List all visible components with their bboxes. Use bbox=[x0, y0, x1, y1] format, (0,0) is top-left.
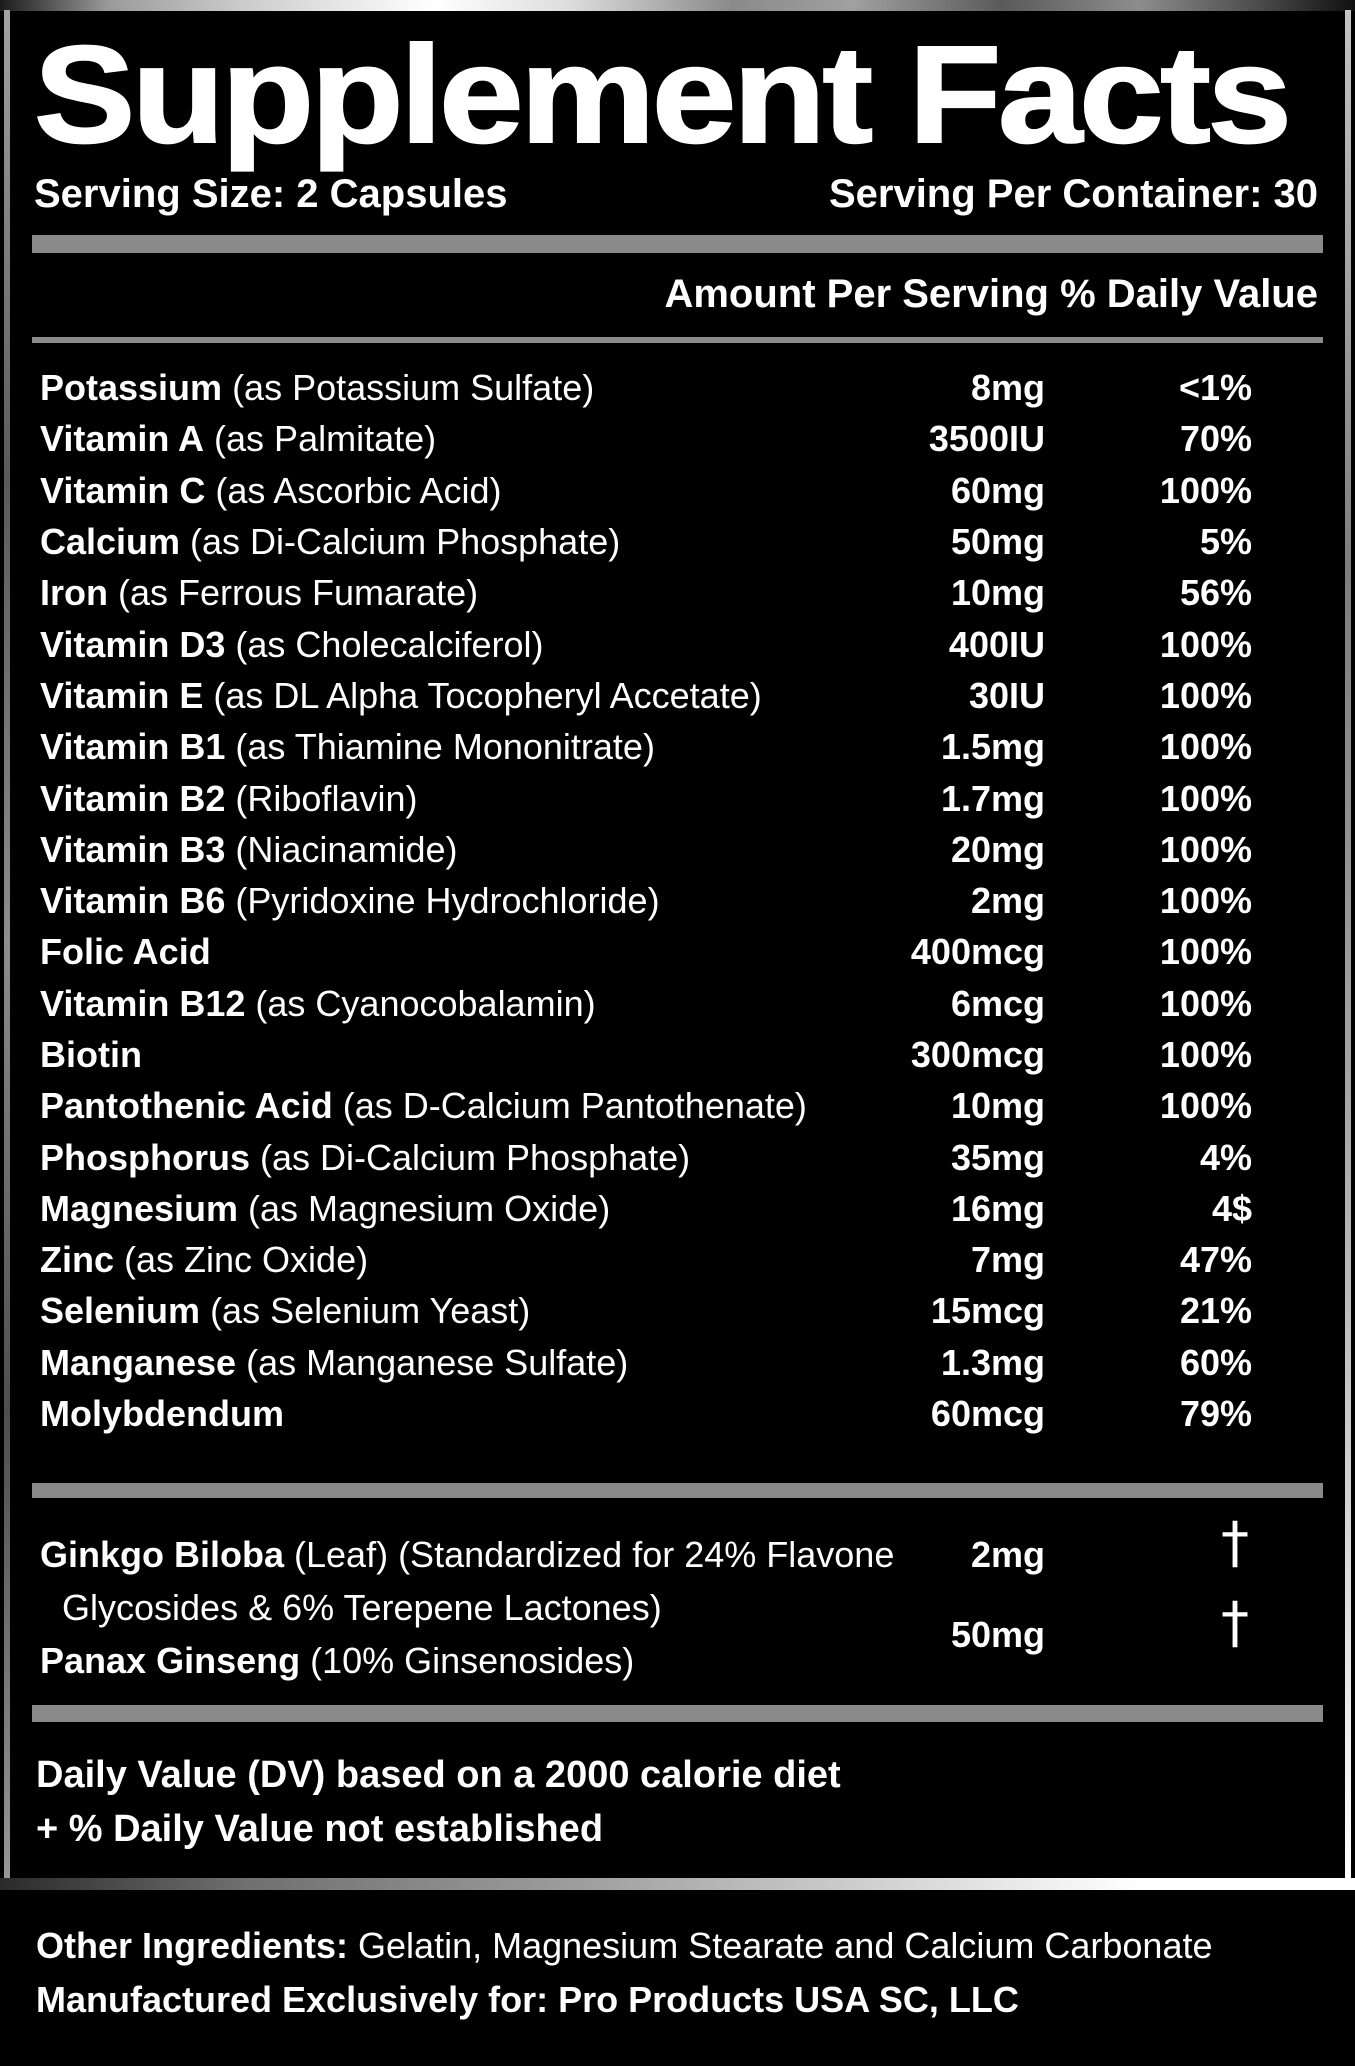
nutrient-amount: 35mg bbox=[950, 1136, 1045, 1178]
nutrient-amount: 400IU bbox=[948, 623, 1045, 665]
nutrient-name: Vitamin B6 bbox=[40, 880, 226, 922]
nutrient-name: Vitamin D3 bbox=[40, 623, 226, 665]
table-row bbox=[32, 1183, 1323, 1234]
nutrient-daily-value: 100% bbox=[1159, 674, 1252, 716]
nutrient-source: (as Cyanocobalamin) bbox=[245, 982, 596, 1024]
panax-row bbox=[32, 1634, 1323, 1687]
nutrient-daily-value: <1% bbox=[1178, 367, 1252, 409]
nutrient-daily-value: 60% bbox=[1179, 1341, 1252, 1383]
nutrient-source: (as Magnesium Oxide) bbox=[238, 1187, 611, 1229]
nutrient-amount: 60mg bbox=[950, 469, 1045, 511]
nutrient-name-cell bbox=[32, 1183, 845, 1234]
nutrient-name: Folic Acid bbox=[40, 931, 211, 973]
nutrient-daily-value: 79% bbox=[1179, 1393, 1252, 1435]
nutrient-amount: 3500IU bbox=[928, 418, 1045, 460]
nutrient-name-cell bbox=[32, 978, 845, 1029]
nutrient-name: Zinc bbox=[40, 1239, 115, 1281]
metallic-top-border bbox=[0, 0, 1355, 11]
table-row bbox=[32, 670, 1323, 721]
table-row bbox=[32, 1234, 1323, 1285]
nutrient-daily-value: 100% bbox=[1159, 469, 1252, 511]
divider-line-header bbox=[32, 337, 1323, 343]
serving-size-text: Serving Size: 2 Capsules bbox=[34, 172, 508, 216]
nutrient-name-cell bbox=[32, 1337, 845, 1388]
nutrient-name: Molybdendum bbox=[40, 1393, 284, 1435]
nutrient-source: (as D-Calcium Pantothenate) bbox=[332, 1085, 807, 1127]
nutrient-name: Magnesium bbox=[40, 1187, 239, 1229]
nutrient-daily-value: 100% bbox=[1159, 828, 1252, 870]
table-row bbox=[32, 362, 1323, 413]
nutrient-daily-value: 100% bbox=[1159, 931, 1252, 973]
nutrient-source: (as Potassium Sulfate) bbox=[222, 367, 595, 409]
nutrient-name-cell bbox=[32, 465, 845, 516]
nutrient-name-cell bbox=[32, 567, 845, 618]
nutrient-amount: 1.7mg bbox=[940, 777, 1045, 819]
nutrient-daily-value: 100% bbox=[1159, 1085, 1252, 1127]
nutrient-source: (as Manganese Sulfate) bbox=[236, 1341, 629, 1383]
nutrient-name: Vitamin B12 bbox=[40, 982, 246, 1024]
nutrient-source: (as Ferrous Fumarate) bbox=[108, 572, 479, 614]
nutrient-amount: 60mcg bbox=[930, 1393, 1045, 1435]
nutrient-name-cell bbox=[32, 824, 845, 875]
nutrient-name: Vitamin E bbox=[40, 674, 204, 716]
nutrient-name-cell bbox=[32, 926, 845, 977]
nutrient-daily-value: 70% bbox=[1179, 418, 1252, 460]
nutrient-name: Selenium bbox=[40, 1290, 201, 1332]
nutrient-source: (Niacinamide) bbox=[225, 828, 458, 870]
nutrient-amount: 8mg bbox=[970, 367, 1045, 409]
table-row bbox=[32, 1337, 1323, 1388]
nutrient-name: Vitamin B1 bbox=[40, 726, 226, 768]
nutrient-source: (as Thiamine Mononitrate) bbox=[225, 726, 655, 768]
nutrient-name-cell bbox=[32, 516, 845, 567]
nutrient-daily-value: 100% bbox=[1159, 726, 1252, 768]
nutrient-amount: 10mg bbox=[950, 1085, 1045, 1127]
nutrient-name: Phosphorus bbox=[40, 1136, 251, 1178]
panax-name: Panax Ginseng bbox=[40, 1640, 301, 1681]
ginkgo-desc: (Leaf) (Standardized for 24% Flavone bbox=[284, 1534, 895, 1575]
nutrient-amount: 30IU bbox=[968, 674, 1045, 716]
nutrient-name-cell bbox=[32, 619, 845, 670]
footnote-line1: Daily Value (DV) based on a 2000 calorie diet bbox=[36, 1754, 841, 1796]
nutrient-amount: 1.5mg bbox=[940, 726, 1045, 768]
herbal-section bbox=[32, 1511, 1323, 1703]
ginkgo-row-line1 bbox=[32, 1528, 1323, 1581]
servings-per-container-text: Serving Per Container: 30 bbox=[828, 172, 1318, 216]
nutrient-daily-value: 100% bbox=[1159, 982, 1252, 1024]
nutrient-amount: 20mg bbox=[950, 828, 1045, 870]
nutrient-amount: 7mg bbox=[970, 1239, 1045, 1281]
table-row bbox=[32, 1285, 1323, 1336]
nutrient-daily-value: 21% bbox=[1179, 1290, 1252, 1332]
nutrient-daily-value: 100% bbox=[1159, 880, 1252, 922]
nutrient-name: Manganese bbox=[40, 1341, 237, 1383]
panax-desc: (10% Ginsenosides) bbox=[300, 1640, 635, 1681]
nutrient-name-cell bbox=[32, 1029, 845, 1080]
nutrient-source: (as Di-Calcium Phosphate) bbox=[180, 521, 621, 563]
nutrient-name-cell bbox=[32, 721, 845, 772]
table-row bbox=[32, 1388, 1323, 1439]
daily-value-footnote bbox=[36, 1748, 841, 1856]
ginkgo-name: Ginkgo Biloba bbox=[40, 1534, 285, 1575]
column-header: Amount Per Serving % Daily Value bbox=[664, 272, 1318, 316]
table-row bbox=[32, 413, 1323, 464]
manufacturer-line: Manufactured Exclusively for: Pro Products USA SC, LLC bbox=[36, 1979, 1019, 2020]
nutrient-name-cell bbox=[32, 362, 845, 413]
nutrient-name: Potassium bbox=[40, 367, 223, 409]
nutrient-source: (as Di-Calcium Phosphate) bbox=[250, 1136, 691, 1178]
nutrient-source: (as Cholecalciferol) bbox=[225, 623, 544, 665]
metallic-bottom-border bbox=[0, 1878, 1355, 1890]
footnote-line2: + % Daily Value not established bbox=[36, 1808, 604, 1850]
nutrient-source: (Pyridoxine Hydrochloride) bbox=[225, 880, 660, 922]
nutrient-amount: 15mcg bbox=[930, 1290, 1045, 1332]
nutrient-name-cell bbox=[32, 773, 845, 824]
label-title: Supplement Facts bbox=[34, 18, 1289, 172]
nutrient-name-cell bbox=[32, 875, 845, 926]
panax-amount: 50mg bbox=[950, 1614, 1045, 1655]
divider-bar-herbs bbox=[32, 1483, 1323, 1498]
nutrient-table bbox=[32, 362, 1323, 1439]
nutrient-name: Vitamin B2 bbox=[40, 777, 226, 819]
nutrient-source: (as Selenium Yeast) bbox=[200, 1290, 531, 1332]
nutrient-source: (as Ascorbic Acid) bbox=[205, 469, 502, 511]
table-row bbox=[32, 926, 1323, 977]
table-row bbox=[32, 824, 1323, 875]
nutrient-amount: 400mcg bbox=[910, 931, 1045, 973]
divider-bar-footnote bbox=[32, 1705, 1323, 1722]
nutrient-name-cell bbox=[32, 413, 845, 464]
nutrient-amount: 300mcg bbox=[910, 1034, 1045, 1075]
nutrient-daily-value: 4$ bbox=[1211, 1187, 1252, 1229]
other-ingredients-line bbox=[36, 1922, 1213, 1969]
nutrient-source: (as Palmitate) bbox=[204, 418, 437, 460]
nutrient-name-cell bbox=[32, 1285, 845, 1336]
nutrient-name: Vitamin A bbox=[40, 418, 205, 460]
ginkgo-row-line2: Glycosides & 6% Terepene Lactones) bbox=[62, 1587, 662, 1628]
nutrient-name: Vitamin C bbox=[40, 469, 206, 511]
metallic-left-border bbox=[4, 10, 10, 1878]
table-row bbox=[32, 772, 1323, 823]
table-row bbox=[32, 567, 1323, 618]
nutrient-daily-value: 5% bbox=[1199, 521, 1252, 563]
nutrient-name: Pantothenic Acid bbox=[40, 1085, 333, 1127]
table-row bbox=[32, 978, 1323, 1029]
nutrient-amount: 16mg bbox=[950, 1187, 1045, 1229]
nutrient-daily-value: 47% bbox=[1179, 1239, 1252, 1281]
table-row bbox=[32, 721, 1323, 772]
nutrient-amount: 1.3mg bbox=[940, 1341, 1045, 1383]
nutrient-daily-value: 100% bbox=[1159, 777, 1252, 819]
other-ingredients-label: Other Ingredients: bbox=[36, 1925, 349, 1966]
dagger-icon: † bbox=[1221, 1591, 1249, 1656]
table-row bbox=[32, 1131, 1323, 1182]
nutrient-daily-value: 56% bbox=[1179, 572, 1252, 614]
ginkgo-amount: 2mg bbox=[970, 1534, 1045, 1575]
serving-info-row bbox=[34, 172, 1318, 216]
table-row bbox=[32, 1029, 1323, 1080]
nutrient-name-cell bbox=[32, 1388, 845, 1439]
table-row bbox=[32, 465, 1323, 516]
table-row bbox=[32, 618, 1323, 669]
divider-bar-top bbox=[32, 235, 1323, 253]
nutrient-name: Biotin bbox=[40, 1034, 142, 1075]
nutrient-source: (as Zinc Oxide) bbox=[114, 1239, 369, 1281]
nutrient-name-cell bbox=[32, 670, 845, 721]
dagger-icon: † bbox=[1221, 1511, 1249, 1576]
nutrient-name-cell bbox=[32, 1132, 845, 1183]
nutrient-amount: 2mg bbox=[970, 880, 1045, 922]
nutrient-amount: 6mcg bbox=[950, 982, 1045, 1024]
nutrient-name-cell bbox=[32, 1080, 845, 1131]
nutrient-source: (as DL Alpha Tocopheryl Accetate) bbox=[203, 674, 762, 716]
metallic-right-border bbox=[1345, 10, 1351, 1878]
table-row bbox=[32, 516, 1323, 567]
table-row bbox=[32, 875, 1323, 926]
nutrient-daily-value: 100% bbox=[1159, 623, 1252, 665]
other-ingredients-value: Gelatin, Magnesium Stearate and Calcium Carbonate bbox=[348, 1925, 1213, 1966]
nutrient-source: (Riboflavin) bbox=[225, 777, 418, 819]
nutrient-name: Vitamin B3 bbox=[40, 828, 226, 870]
nutrient-daily-value: 100% bbox=[1159, 1034, 1252, 1075]
nutrient-name-cell bbox=[32, 1234, 845, 1285]
nutrient-daily-value: 4% bbox=[1199, 1136, 1252, 1178]
nutrient-amount: 10mg bbox=[950, 572, 1045, 614]
table-row bbox=[32, 1080, 1323, 1131]
nutrient-name: Iron bbox=[40, 572, 108, 614]
nutrient-amount: 50mg bbox=[950, 521, 1045, 563]
nutrient-name: Calcium bbox=[40, 521, 181, 563]
